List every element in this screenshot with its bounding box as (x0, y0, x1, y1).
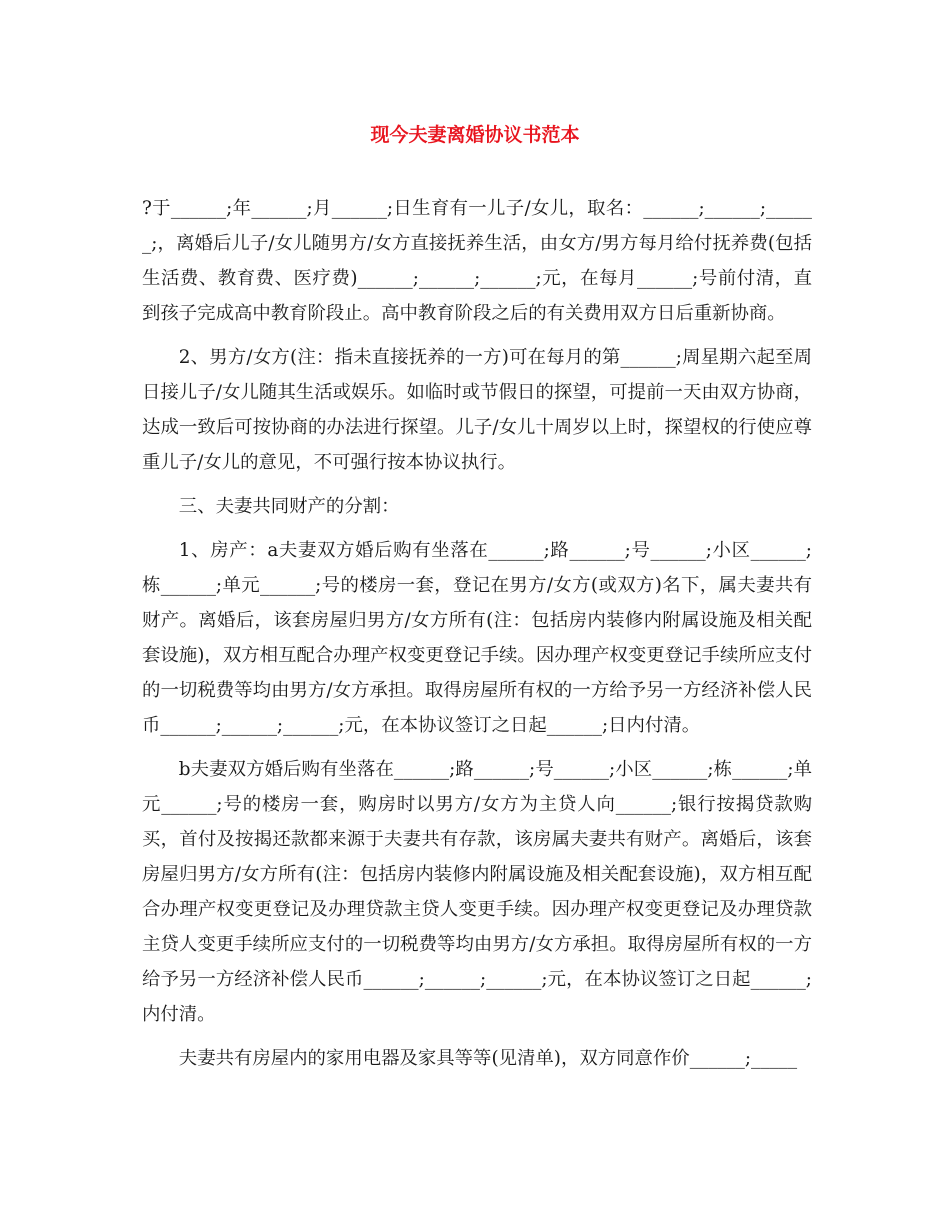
document-body (142, 191, 812, 1085)
document-title: 现今夫妻离婚协议书范本 (370, 124, 580, 146)
paragraph-property-house-a: 1、房产：a夫妻双方婚后购有坐落在______;路______;号______;小区______;栋______;单元______;号的楼房一套，登记在男方/女方(或双方)名下，属夫妻共有财产。离婚后，该套房屋归男方/女方所有(注：包括房内装修内附属设施及相关配套设施)，双方相互配合办理产权变更登记手续。因办理产权变更登记手续所应支付的一切税费等均由男方/女方承担。取得房屋所有权的一方给予另一方经济补偿人民币______;______;______;元，在本协议签订之日起______;日内付清。 (142, 540, 812, 736)
paragraph-property-house-b: b夫妻双方婚后购有坐落在______;路______;号______;小区______;栋______;单元______;号的楼房一套，购房时以男方/女方为主贷人向______;银行按揭贷款购买，首付及按揭还款都来源于夫妻共有存款，该房属夫妻共有财产。离婚后，该套房屋归男方/女方所有(注：包括房内装修内附属设施及相关配套设施)，双方相互配合办理产权变更登记及办理贷款主贷人变更手续。因办理产权变更登记及办理贷款主贷人变更手续所应支付的一切税费等均由男方/女方承担。取得房屋所有权的一方给予另一方经济补偿人民币______;______;______;元，在本协议签订之日起______;内付清。 (142, 759, 812, 1025)
paragraph-household-items: 夫妻共有房屋内的家用电器及家具等等(见清单)，双方同意作价______;_____ (178, 1048, 798, 1069)
paragraph-visitation-rights: 2、男方/女方(注：指未直接抚养的一方)可在每月的第______;周星期六起至周日接儿子/女儿随其生活或娱乐。如临时或节假日的探望，可提前一天由双方协商，达成一致后可按协商的办法进行探望。儿子/女儿十周岁以上时，探望权的行使应尊重儿子/女儿的意见，不可强行按本协议执行。 (142, 347, 812, 473)
paragraph-child-custody: ?于______;年______;月______;日生育有一儿子/女儿，取名：______;______;______;，离婚后儿子/女儿随男方/女方直接抚养生活，由女方/男方每月给付抚养费(包括生活费、教育费、医疗费)______;______;______;元，在每月______;号前付清，直到孩子完成高中教育阶段止。高中教育阶段之后的有关费用双方日后重新协商。 (142, 198, 812, 324)
section-heading-property-division: 三、夫妻共同财产的分割： (178, 496, 400, 517)
